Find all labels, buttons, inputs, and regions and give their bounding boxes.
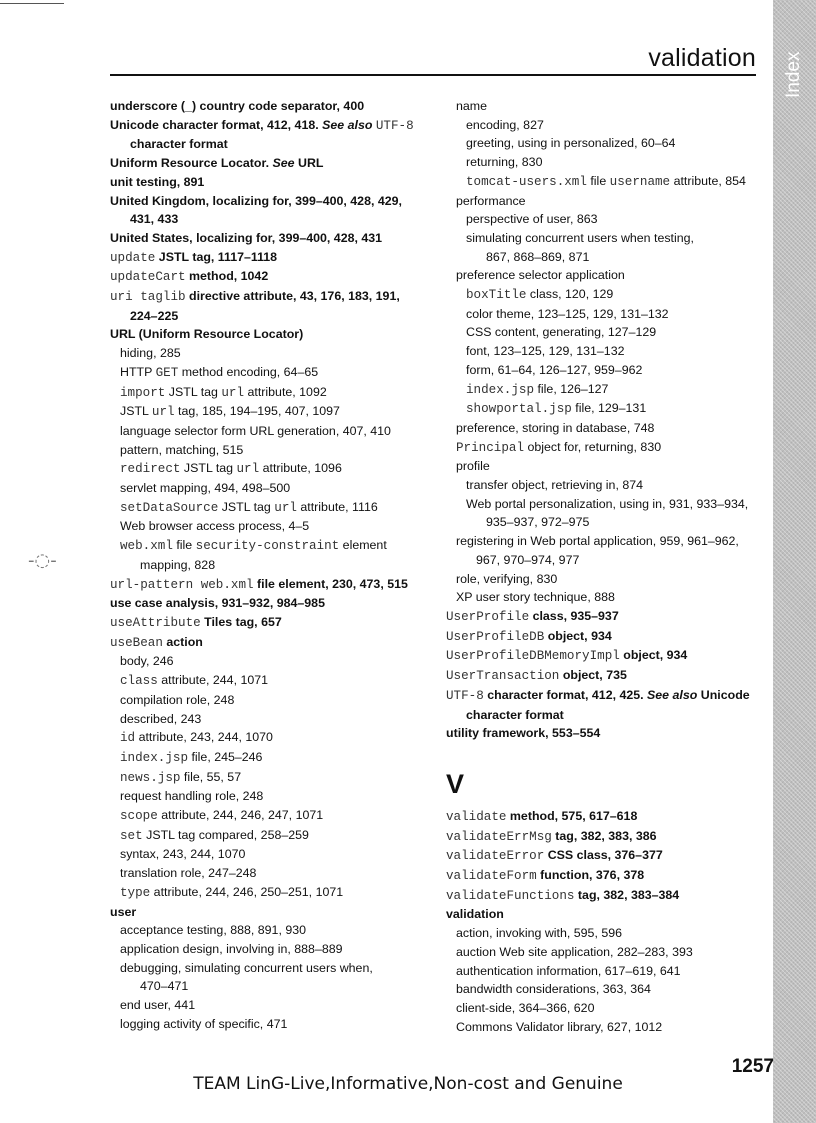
entry-text: tag, 382, 383–384: [574, 887, 680, 902]
index-entry: [446, 686, 766, 706]
index-entry: [110, 267, 425, 287]
entry-text: 935–937, 972–975: [486, 515, 590, 530]
index-entry: [110, 173, 425, 192]
index-entry-continuation: [110, 556, 425, 575]
index-subentry: [446, 924, 766, 943]
entry-text: unit testing, 891: [110, 174, 205, 189]
index-subentry: [446, 570, 766, 589]
index-entry-continuation: [446, 551, 766, 570]
index-subentry: [110, 787, 425, 806]
index-entry: [110, 325, 425, 344]
entry-text: language selector form URL generation, 407, 410: [120, 423, 391, 438]
entry-text: color theme, 123–125, 129, 131–132: [466, 306, 669, 321]
header-rule: [110, 74, 756, 76]
index-subentry: [446, 97, 766, 116]
entry-text: name: [456, 99, 487, 113]
section-letter: V: [446, 768, 465, 799]
entry-text: client-side, 364–366, 620: [456, 1000, 595, 1015]
entry-text: tag, 185, 194–195, 407, 1097: [174, 404, 340, 419]
index-subentry: [110, 671, 425, 691]
index-subentry: [446, 1018, 766, 1037]
index-entry: [446, 607, 766, 627]
code-term: class: [120, 674, 158, 689]
page-number: 1257: [731, 1056, 774, 1077]
entry-text: file: [586, 173, 610, 188]
code-term: UserProfile: [446, 609, 530, 624]
code-term: UserTransaction: [446, 669, 560, 684]
index-entry: [110, 903, 425, 922]
entry-text: preference, storing in database, 748: [456, 420, 655, 435]
top-left-rule: [0, 3, 64, 4]
index-tab-label: Index: [783, 51, 804, 99]
index-subentry: [446, 495, 766, 514]
code-term: validateErrMsg: [446, 829, 552, 844]
index-entry: [110, 154, 425, 173]
entry-text: attribute, 244, 246, 250–251, 1071: [150, 884, 344, 899]
running-header: validation: [648, 44, 756, 72]
entry-text: JSTL tag compared, 258–259: [142, 827, 309, 842]
index-entry: [110, 116, 425, 136]
index-subentry: [446, 266, 766, 285]
index-subentry: [446, 438, 766, 458]
code-term: type: [120, 885, 151, 900]
entry-text: request handling role, 248: [120, 789, 264, 804]
index-entry-continuation: [446, 248, 766, 267]
index-entry: [110, 229, 425, 248]
index-entry-continuation: [110, 135, 425, 154]
index-subentry: [446, 229, 766, 248]
index-subentry: [446, 323, 766, 342]
entry-text: auction Web site application, 282–283, 393: [456, 944, 693, 959]
code-term: url: [221, 385, 245, 400]
code-term: validateForm: [446, 869, 537, 884]
index-subentry: [446, 380, 766, 400]
entry-text: 867, 868–869, 871: [486, 249, 590, 264]
code-term: set: [120, 828, 143, 843]
entry-text: file: [172, 538, 196, 553]
index-subentry: [110, 921, 425, 940]
entry-text: attribute, 244, 246, 247, 1071: [157, 808, 324, 823]
index-subentry: [110, 826, 425, 846]
index-subentry: [110, 517, 425, 536]
entry-text: file, 55, 57: [180, 769, 242, 784]
entry-text: servlet mapping, 494, 498–500: [120, 481, 291, 496]
entry-text: HTTP: [120, 364, 156, 379]
index-entry: [110, 287, 425, 307]
index-entry-continuation: [446, 706, 766, 725]
index-subentry: [446, 962, 766, 981]
code-term: url: [236, 462, 260, 477]
code-term: Principal: [456, 440, 525, 455]
entry-text: URL: [294, 156, 324, 171]
code-term: uri taglib: [110, 290, 186, 305]
index-subentry: [110, 806, 425, 826]
code-term: UserProfileDBMemoryImpl: [446, 649, 620, 664]
code-term: validateError: [446, 849, 545, 864]
index-subentry: [446, 172, 766, 192]
code-term: validate: [446, 809, 507, 824]
entry-text: mapping, 828: [140, 557, 216, 572]
entry-text: object, 735: [559, 668, 627, 683]
index-subentry: [446, 999, 766, 1018]
index-entry: [110, 613, 425, 633]
entry-text: character format: [130, 137, 228, 152]
index-subentry: [446, 342, 766, 361]
entry-text: tag, 382, 383, 386: [551, 828, 657, 843]
entry-text: form, 61–64, 126–127, 959–962: [466, 362, 643, 377]
entry-text: performance: [456, 193, 526, 208]
index-subentry: [110, 1015, 425, 1034]
entry-text: CSS content, generating, 127–129: [466, 325, 657, 340]
code-term: url-pattern web.xml: [110, 577, 254, 592]
index-subentry: [110, 691, 425, 710]
index-subentry: [110, 344, 425, 363]
entry-text: preference selector application: [456, 268, 625, 283]
code-term: url: [274, 500, 297, 515]
entry-text: perspective of user, 863: [466, 212, 598, 227]
entry-text: underscore (_) country code separator, 400: [110, 99, 365, 113]
code-term: id: [120, 731, 136, 746]
entry-text: application design, involving in, 888–889: [120, 941, 343, 956]
entry-text: See: [272, 156, 295, 171]
entry-text: file, 245–246: [188, 749, 263, 764]
code-term: GET: [155, 365, 179, 380]
code-term: url: [151, 405, 175, 420]
index-subentry: [110, 864, 425, 883]
code-term: setDataSource: [120, 500, 219, 515]
entry-text: file element, 230, 473, 515: [253, 576, 408, 591]
code-term: index.jsp: [120, 750, 189, 765]
entry-text: file, 129–131: [571, 401, 647, 416]
entry-text: method, 575, 617–618: [506, 808, 638, 823]
index-subentry: [110, 498, 425, 518]
index-subentry: [446, 116, 766, 135]
entry-text: bandwidth considerations, 363, 364: [456, 982, 651, 997]
index-subentry: [110, 402, 425, 422]
entry-text: JSTL tag: [165, 384, 222, 399]
entry-text: object, 934: [544, 628, 612, 643]
index-subentry: [110, 441, 425, 460]
index-entry: [110, 97, 425, 116]
entry-text: directive attribute, 43, 176, 183, 191,: [185, 289, 400, 304]
entry-text: attribute, 1116: [296, 499, 378, 514]
code-term: news.jsp: [120, 770, 181, 785]
index-subentry: [446, 361, 766, 380]
entry-text: Unicode character format, 412, 418.: [110, 117, 323, 132]
code-term: index.jsp: [466, 382, 535, 397]
entry-text: role, verifying, 830: [456, 571, 558, 586]
index-subentry: [446, 532, 766, 551]
code-term: update: [110, 250, 156, 265]
index-entry-continuation: [110, 210, 425, 229]
index-subentry: [110, 996, 425, 1015]
entry-text: translation role, 247–248: [120, 866, 257, 881]
entry-text: United Kingdom, localizing for, 399–400, 428, 429,: [110, 193, 402, 208]
index-subentry: [446, 210, 766, 229]
index-subentry: [110, 459, 425, 479]
index-subentry: [446, 192, 766, 211]
code-term: validateFunctions: [446, 888, 575, 903]
entry-text: debugging, simulating concurrent users when,: [120, 960, 373, 975]
index-entry: [110, 248, 425, 268]
entry-text: Commons Validator library, 627, 1012: [456, 1019, 663, 1034]
index-subentry: [110, 959, 425, 978]
entry-text: See also: [647, 687, 698, 702]
entry-text: Tiles tag, 657: [200, 614, 282, 629]
entry-text: method, 1042: [185, 269, 269, 284]
entry-text: CSS class, 376–377: [544, 848, 663, 863]
code-term: web.xml: [120, 539, 173, 554]
index-entry: [110, 575, 425, 595]
entry-text: use case analysis, 931–932, 984–985: [110, 596, 325, 611]
index-subentry: [446, 943, 766, 962]
index-entry: [446, 886, 766, 906]
entry-text: pattern, matching, 515: [120, 442, 244, 457]
index-entry: [446, 846, 766, 866]
index-subentry: [110, 748, 425, 768]
code-term: redirect: [120, 462, 181, 477]
index-entry-continuation: [110, 307, 425, 326]
entry-text: object, 934: [619, 648, 688, 663]
index-entry: [446, 646, 766, 666]
index-side-tab: [773, 0, 816, 1123]
entry-text: JSTL tag: [218, 499, 275, 514]
code-term: UserProfileDB: [446, 629, 545, 644]
entry-text: described, 243: [120, 711, 202, 726]
entry-text: registering in Web portal application, 959, 961–962,: [456, 534, 739, 549]
index-entry: [446, 724, 766, 743]
code-term: tomcat-users.xml: [466, 174, 587, 189]
code-term: username: [609, 174, 671, 189]
entry-text: attribute, 244, 1071: [157, 673, 269, 688]
index-subentry: [446, 285, 766, 305]
entry-text: authentication information, 617–619, 641: [456, 963, 681, 978]
index-column-left: [110, 97, 425, 1033]
index-entry: [446, 627, 766, 647]
entry-text: returning, 830: [466, 155, 543, 170]
entry-text: JSTL tag, 1117–1118: [155, 249, 278, 264]
index-subentry: [110, 845, 425, 864]
index-subentry: [110, 479, 425, 498]
entry-text: See also: [322, 117, 373, 132]
index-subentry: [110, 363, 425, 383]
index-entry: [110, 192, 425, 211]
index-subentry: [446, 399, 766, 419]
code-term: boxTitle: [466, 288, 527, 303]
entry-text: Unicode: [697, 687, 750, 702]
index-subentry: [446, 457, 766, 476]
entry-text: URL (Uniform Resource Locator): [110, 327, 304, 342]
code-term: security-constraint: [195, 539, 340, 554]
index-entry: [446, 666, 766, 686]
entry-text: encoding, 827: [466, 117, 544, 132]
index-subentry: [446, 588, 766, 607]
entry-text: class, 120, 129: [526, 287, 614, 302]
entry-text: character format: [466, 707, 564, 722]
index-subentry: [446, 419, 766, 438]
crop-mark-icon: -◌-: [28, 550, 57, 571]
index-subentry: [110, 710, 425, 729]
code-term: UTF-8: [446, 688, 484, 703]
entry-text: syntax, 243, 244, 1070: [120, 847, 246, 862]
index-entry-continuation: [446, 513, 766, 532]
entry-text: 470–471: [140, 979, 189, 994]
index-entry: [446, 866, 766, 886]
entry-text: attribute, 243, 244, 1070: [135, 730, 273, 745]
entry-text: user: [110, 904, 137, 919]
entry-text: action: [162, 634, 203, 649]
entry-text: attribute, 854: [670, 173, 746, 188]
index-column-right: [446, 97, 766, 1036]
entry-text: Uniform Resource Locator.: [110, 156, 273, 171]
entry-text: body, 246: [120, 654, 174, 669]
index-entry-continuation: [110, 977, 425, 996]
entry-text: class, 935–937: [529, 608, 619, 623]
code-term: updateCart: [110, 270, 186, 285]
code-term: useBean: [110, 635, 163, 650]
code-term: scope: [120, 809, 158, 824]
entry-text: element: [339, 538, 387, 553]
entry-text: font, 123–125, 129, 131–132: [466, 344, 625, 359]
footer-text: TEAM LinG-Live,Informative,Non-cost and Genuine: [193, 1074, 623, 1094]
index-subentry: [110, 940, 425, 959]
index-entry: [446, 807, 766, 827]
index-entry: [110, 594, 425, 613]
entry-text: JSTL: [120, 404, 152, 419]
index-subentry: [446, 134, 766, 153]
index-subentry: [110, 883, 425, 903]
index-subentry: [446, 153, 766, 172]
entry-text: simulating concurrent users when testing,: [466, 230, 694, 245]
code-term: showportal.jsp: [466, 402, 572, 417]
entry-text: utility framework, 553–554: [446, 726, 601, 741]
entry-text: greeting, using in personalized, 60–64: [466, 136, 676, 151]
entry-text: transfer object, retrieving in, 874: [466, 478, 644, 493]
entry-text: end user, 441: [120, 998, 196, 1013]
entry-text: profile: [456, 459, 490, 474]
entry-text: compilation role, 248: [120, 692, 235, 707]
index-subentry: [446, 305, 766, 324]
index-subentry: [110, 383, 425, 403]
entry-text: validation: [446, 907, 504, 922]
entry-text: hiding, 285: [120, 346, 181, 361]
entry-text: XP user story technique, 888: [456, 590, 615, 605]
index-entry: [110, 633, 425, 653]
entry-text: acceptance testing, 888, 891, 930: [120, 923, 306, 938]
index-subentry: [110, 728, 425, 748]
entry-text: Web browser access process, 4–5: [120, 519, 310, 534]
entry-text: action, invoking with, 595, 596: [456, 926, 623, 941]
index-subentry: [446, 476, 766, 495]
entry-text: Web portal personalization, using in, 931, 933–934,: [466, 496, 749, 511]
code-term: useAttribute: [110, 615, 201, 630]
entry-text: method encoding, 64–65: [178, 364, 319, 379]
entry-text: character format, 412, 425.: [483, 687, 648, 702]
entry-text: JSTL tag: [180, 461, 237, 476]
entry-text: attribute, 1096: [259, 461, 342, 476]
index-subentry: [110, 422, 425, 441]
index-subentry: [110, 536, 425, 556]
entry-text: logging activity of specific, 471: [120, 1016, 288, 1031]
code-term: UTF-8: [375, 118, 414, 133]
entry-text: object for, returning, 830: [524, 439, 662, 454]
index-subentry: [110, 652, 425, 671]
entry-text: file, 126–127: [534, 381, 609, 396]
entry-text: 224–225: [130, 308, 179, 323]
entry-text: 431, 433: [130, 212, 179, 227]
entry-text: United States, localizing for, 399–400, 428, 431: [110, 230, 383, 245]
entry-text: 967, 970–974, 977: [476, 552, 580, 567]
index-entry: [446, 827, 766, 847]
index-entry: [446, 905, 766, 924]
code-term: import: [120, 385, 166, 400]
index-subentry: [446, 980, 766, 999]
entry-text: attribute, 1092: [244, 384, 327, 399]
index-subentry: [110, 768, 425, 788]
entry-text: function, 376, 378: [536, 868, 645, 883]
